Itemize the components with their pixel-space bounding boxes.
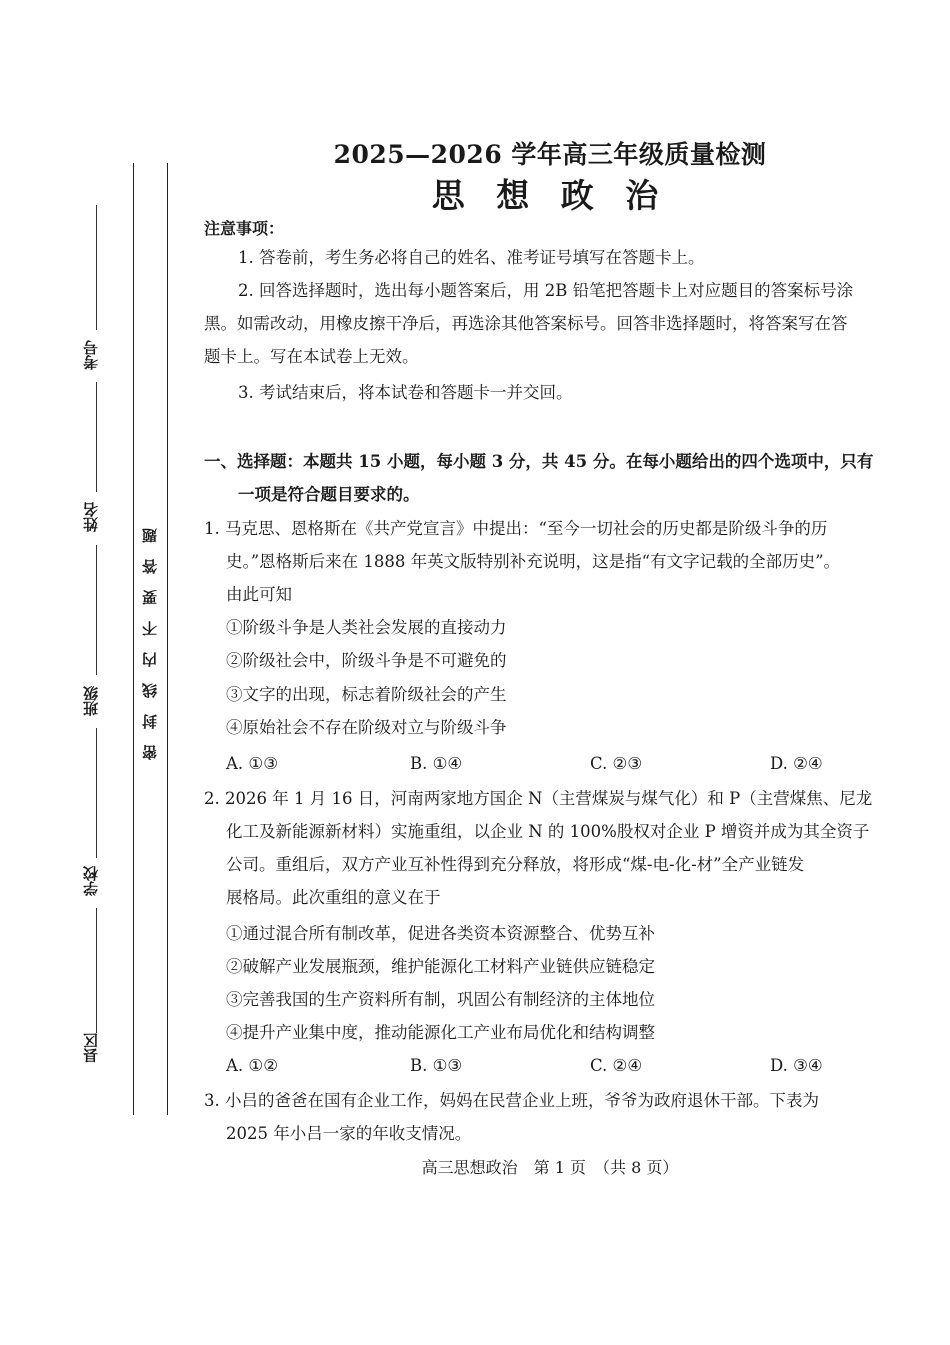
question-2-statement: ①通过混合所有制改革，促进各类资本资源整合、优势互补: [226, 924, 655, 943]
question-1-option-d[interactable]: D. ②④: [770, 754, 823, 773]
field-xianqu: 县区: [82, 1033, 100, 1063]
question-2-option-b[interactable]: B. ①③: [410, 1056, 463, 1075]
question-2-stem: 2. 2026 年 1 月 16 日，河南两家地方国企 N（主营煤炭与煤气化）和 P（主营煤焦、尼龙: [204, 789, 873, 808]
section-heading-cont: 一项是符合题目要求的。: [238, 485, 420, 504]
exam-title: 2025—2026 学年高三年级质量检测: [333, 140, 767, 169]
field-xuexiao: 学校: [82, 866, 100, 896]
question-1-option-b[interactable]: B. ①④: [410, 754, 463, 773]
question-2-statement: ④提升产业集中度，推动能源化工产业布局优化和结构调整: [226, 1023, 655, 1042]
seal-warning: 密封线内不要答题: [141, 512, 159, 760]
question-2-statement: ②破解产业发展瓶颈，维护能源化工材料产业链供应链稳定: [226, 957, 655, 976]
notice-item: 题卡上。写在本试卷上无效。: [204, 347, 419, 366]
field-underline: [96, 728, 97, 858]
question-1-statement: ②阶级社会中，阶级斗争是不可避免的: [226, 651, 507, 670]
notice-item: 黑。如需改动，用橡皮擦干净后，再选涂其他答案标号。回答非选择题时，将答案写在答: [204, 314, 848, 333]
question-2-option-d[interactable]: D. ③④: [770, 1056, 823, 1075]
field-kaohao: 考号: [82, 340, 100, 370]
page-footer: 高三思想政治 第 1 页 （共 8 页）: [421, 1158, 679, 1177]
field-underline: [96, 545, 97, 675]
notice-item: 2. 回答选择题时，选出每小题答案后，用 2B 铅笔把答题卡上对应题目的答案标号涂: [238, 281, 854, 300]
question-2-statement: ③完善我国的生产资料所有制，巩固公有制经济的主体地位: [226, 990, 655, 1009]
question-1-statement: ④原始社会不存在阶级对立与阶级斗争: [226, 718, 507, 737]
question-2-stem: 化工及新能源新材料）实施重组，以企业 N 的 100%股权对企业 P 增资并成为其全资子: [226, 822, 870, 841]
notice-item: 3. 考试结束后，将本试卷和答题卡一并交回。: [238, 383, 573, 402]
section-heading: 一、选择题：本题共 15 小题，每小题 3 分，共 45 分。在每小题给出的四个选项中，只有: [204, 452, 874, 471]
question-3-stem: 3. 小吕的爸爸在国有企业工作，妈妈在民营企业上班，爷爷为政府退休干部。下表为: [204, 1091, 819, 1110]
field-underline: [96, 382, 97, 492]
field-underline: [96, 908, 97, 1033]
question-1-option-c[interactable]: C. ②③: [590, 754, 643, 773]
question-2-option-c[interactable]: C. ②④: [590, 1056, 643, 1075]
notice-item: 1. 答卷前，考生务必将自己的姓名、准考证号填写在答题卡上。: [238, 248, 705, 267]
field-banji: 班级: [82, 686, 100, 716]
subject-title: 思 想 政 治: [431, 176, 669, 215]
question-2-option-a[interactable]: A. ①②: [226, 1056, 278, 1075]
question-1-option-a[interactable]: A. ①③: [226, 754, 278, 773]
notice-title: 注意事项：: [204, 219, 285, 238]
binding-line-inner: [167, 163, 168, 1115]
question-1-statement: ①阶级斗争是人类社会发展的直接动力: [226, 618, 507, 637]
question-2-stem: 公司。重组后，双方产业互补性得到充分释放，将形成“煤-电-化-材”全产业链发: [226, 855, 805, 874]
field-underline: [96, 205, 97, 330]
question-1-stem: 由此可知: [226, 585, 292, 604]
field-xingming: 姓名: [82, 502, 100, 532]
question-1-statement: ③文字的出现，标志着阶级社会的产生: [226, 685, 507, 704]
question-1-stem: 史。”恩格斯后来在 1888 年英文版特别补充说明，这是指“有文字记载的全部历史”。: [226, 552, 841, 571]
binding-line-outer: [133, 163, 134, 1115]
question-1-stem: 1. 马克思、恩格斯在《共产党宣言》中提出：“至今一切社会的历史都是阶级斗争的历: [204, 519, 828, 538]
question-3-stem: 2025 年小吕一家的年收支情况。: [226, 1124, 472, 1143]
question-2-stem: 展格局。此次重组的意义在于: [226, 888, 441, 907]
